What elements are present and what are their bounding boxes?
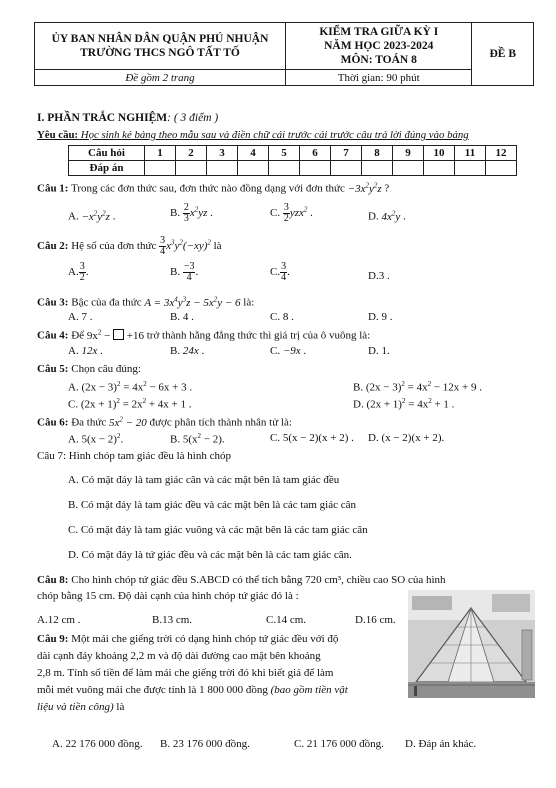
q2-option-c: C. $\frac{3}{4}$ . bbox=[270, 261, 290, 283]
q3-option-c: C. 8 . bbox=[270, 311, 294, 323]
answer-cell bbox=[176, 161, 207, 176]
answer-table-number: 5 bbox=[269, 146, 300, 161]
q1-monomial: $-3x^2y^2z$ bbox=[347, 181, 382, 195]
question-9-line-3: 2,8 m. Tính số tiền để làm mái che giếng trời đó khi biết giá để làm bbox=[37, 667, 334, 679]
exam-code: ĐỀ B bbox=[472, 23, 534, 86]
answer-cell bbox=[362, 161, 393, 176]
answer-table-number: 4 bbox=[238, 146, 269, 161]
answer-table-number: 6 bbox=[300, 146, 331, 161]
answer-table-number: 9 bbox=[393, 146, 424, 161]
q3-option-b: B. 4 . bbox=[170, 311, 194, 323]
header-org bbox=[35, 23, 286, 70]
answer-cell bbox=[331, 161, 362, 176]
exam-line-1: KIỂM TRA GIỮA KỲ I bbox=[319, 26, 439, 38]
question-4: Câu 4: Để $9x^2 - +16$ trở thành hằng đẳng thức thì giá trị của ô vuông là: bbox=[37, 328, 371, 342]
answer-table-number: 12 bbox=[486, 146, 517, 161]
answer-table-number: 7 bbox=[331, 146, 362, 161]
q6-option-d: D. (x − 2)(x + 2). bbox=[368, 432, 445, 444]
answer-cell bbox=[207, 161, 238, 176]
exam-line-3: MÔN: TOÁN 8 bbox=[340, 54, 417, 66]
q8-option-b: B.13 cm. bbox=[152, 614, 193, 626]
answer-table-row-label-1: Câu hỏi bbox=[69, 146, 145, 161]
answer-cell bbox=[424, 161, 455, 176]
q8-option-c: C.14 cm. bbox=[266, 614, 307, 626]
q3-option-d: D. 9 . bbox=[368, 311, 393, 323]
question-8-line-2: chóp bằng 15 cm. Độ dài cạnh của hình chóp tứ giác đó là : bbox=[37, 590, 299, 602]
answer-cell bbox=[455, 161, 486, 176]
answer-table-row-label-2: Đáp án bbox=[69, 161, 145, 176]
exam-line-2: NĂM HỌC 2023-2024 bbox=[324, 40, 434, 52]
q3-option-a: A. 7 . bbox=[68, 311, 93, 323]
answer-table bbox=[68, 145, 517, 176]
answer-cell bbox=[393, 161, 424, 176]
blank-box bbox=[113, 329, 124, 340]
answer-cell bbox=[300, 161, 331, 176]
org-line-2: TRƯỜNG THCS NGÔ TẤT TỐ bbox=[80, 47, 240, 59]
q9-option-c: C. 21 176 000 đồng. bbox=[294, 738, 384, 750]
q8-option-d: D.16 cm. bbox=[355, 614, 396, 626]
q5-option-c: C. $(2x + 1)^2 = 2x^2 + 4x + 1$ . bbox=[68, 397, 192, 411]
question-6: Câu 6: Đa thức $5x^2 - 20$ được phân tích thành nhân tử là: bbox=[37, 415, 292, 429]
question-9-line-5: liệu và tiền công) là bbox=[37, 701, 125, 713]
q7-option-d: D. Có mặt đáy là tứ giác đều và các mặt bên là các tam giác cân. bbox=[68, 549, 352, 561]
exam-time: Thời gian: 90 phút bbox=[286, 70, 472, 86]
q1-option-c: C. $\frac{3}{2}$ yzx$^2$ . bbox=[270, 202, 313, 224]
question-3: Câu 3: Bậc của đa thức $A = 3x^4y^3z - 5x^2y - 6$ là: bbox=[37, 295, 255, 309]
question-2: Câu 2: Hệ số của đơn thức $\frac{3}{4}$ $x^3y^2(-xy)^2$ là bbox=[37, 235, 222, 257]
q4-option-d: D. 1. bbox=[368, 345, 390, 357]
q4-expression: $9x^2 - +16$ bbox=[86, 328, 144, 342]
question-9-line-1: Câu 9: Một mái che giếng trời có dạng hình chóp tứ giác đều với độ bbox=[37, 633, 339, 645]
q8-option-a: A.12 cm . bbox=[37, 614, 81, 626]
q1-option-b: B. $\frac{2}{3}$ $x^2yz$ . bbox=[170, 202, 213, 224]
q2-monomial: $x^3y^2(-xy)^2$ bbox=[166, 238, 211, 253]
q1-option-a: A. $-x^2y^2z$ . bbox=[68, 209, 116, 223]
answer-table-number: 11 bbox=[455, 146, 486, 161]
answer-table-number: 1 bbox=[145, 146, 176, 161]
question-5: Câu 5: Chọn câu đúng: bbox=[37, 363, 141, 375]
q5-option-d: D. $(2x + 1)^2 = 4x^2 + 1$ . bbox=[353, 397, 455, 411]
question-7: Câu 7: Hình chóp tam giác đều là hình chóp bbox=[37, 450, 231, 462]
q4-option-b: B. 24x . bbox=[170, 345, 205, 357]
header-table bbox=[34, 22, 534, 86]
q6-option-c: C. 5(x − 2)(x + 2) . bbox=[270, 432, 354, 444]
q1-option-d: D. $4x^2y$ . bbox=[368, 209, 406, 223]
q2-option-b: B. $\frac{-3}{4}$ . bbox=[170, 261, 199, 283]
q6-polynomial: $5x^2 - 20$ bbox=[108, 415, 147, 429]
skylight-photo bbox=[408, 590, 535, 698]
q2-option-d: D.3 . bbox=[368, 270, 390, 282]
q7-option-a: A. Có mặt đáy là tam giác cân và các mặt bên là tam giác đều bbox=[68, 474, 340, 486]
section-title: I. PHẦN TRẮC NGHIỆM: ( 3 điểm ) bbox=[37, 112, 219, 124]
q6-option-a: A. $5(x - 2)^2$. bbox=[68, 432, 124, 446]
q9-option-d: D. Đáp án khác. bbox=[405, 738, 477, 750]
answer-table-number: 2 bbox=[176, 146, 207, 161]
q7-option-c: C. Có mặt đáy là tam giác vuông và các mặt bên là các tam giác cân bbox=[68, 524, 368, 536]
q4-option-c: C. −9x . bbox=[270, 345, 307, 357]
answer-cell bbox=[486, 161, 517, 176]
q5-option-a: A. $(2x - 3)^2 = 4x^2 - 6x + 3$ . bbox=[68, 380, 193, 394]
question-9-line-2: dài cạnh đáy khoảng 2,2 m và độ dài đường cao mặt bên khoảng bbox=[37, 650, 321, 662]
header-exam bbox=[286, 23, 472, 70]
q4-option-a: A. 12x . bbox=[68, 345, 103, 357]
question-1: Câu 1: Trong các đơn thức sau, đơn thức nào đồng dạng với đơn thức $-3x^2y^2z$ ? bbox=[37, 181, 390, 195]
answer-table-number: 10 bbox=[424, 146, 455, 161]
q6-option-b: B. $5(x^2 - 2)$. bbox=[170, 432, 225, 446]
question-8-line-1: Câu 8: Cho hình chóp tứ giác đều S.ABCD có thể tích bằng 720 cm³, chiều cao SO của hình bbox=[37, 574, 446, 586]
org-line-1: ỦY BAN NHÂN DÂN QUẬN PHÚ NHUẬN bbox=[51, 33, 269, 45]
page-count: Đề gồm 2 trang bbox=[35, 70, 286, 86]
skylight-pyramid-image bbox=[408, 590, 535, 698]
answer-cell bbox=[145, 161, 176, 176]
q9-option-b: B. 23 176 000 đồng. bbox=[160, 738, 250, 750]
answer-table-number: 3 bbox=[207, 146, 238, 161]
q5-option-b: B. $(2x - 3)^2 = 4x^2 - 12x + 9$ . bbox=[353, 380, 483, 394]
question-9-line-4: mỗi mét vuông mái che được tính là 1 800 000 đồng (bao gồm tiền vật bbox=[37, 684, 348, 696]
answer-cell bbox=[238, 161, 269, 176]
instruction: Yêu cầu: Học sinh kẻ bảng theo mẫu sau và điền chữ cái trước cái trước câu trả lời đúng vào bảng bbox=[37, 129, 469, 141]
answer-table-number: 8 bbox=[362, 146, 393, 161]
q7-option-b: B. Có mặt đáy là tam giác đều và các mặt bên là các tam giác cân bbox=[68, 499, 357, 511]
q9-option-a: A. 22 176 000 đồng. bbox=[52, 738, 143, 750]
q2-option-a: A. $\frac{3}{2}$ . bbox=[68, 261, 89, 283]
q3-polynomial: $A = 3x^4y^3z - 5x^2y - 6$ bbox=[144, 295, 241, 309]
answer-cell bbox=[269, 161, 300, 176]
